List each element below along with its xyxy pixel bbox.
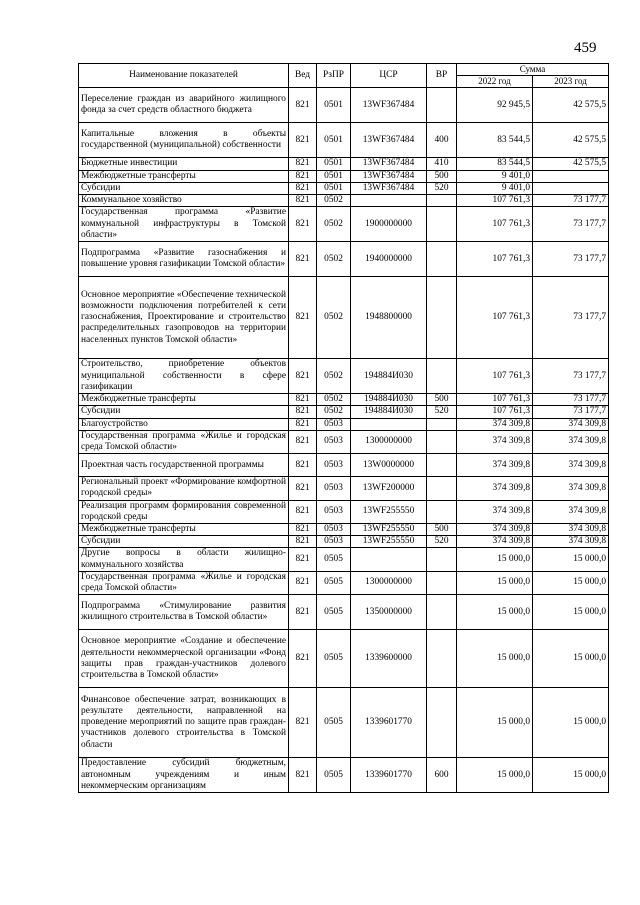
table-row bbox=[79, 430, 609, 453]
row-name: Межбюджетные трансферты bbox=[79, 170, 289, 182]
row-value-2022: 83 544,5 bbox=[457, 123, 533, 158]
table-row bbox=[79, 394, 609, 406]
row-value-2023 bbox=[533, 182, 609, 194]
row-value-2022: 15 000,0 bbox=[457, 571, 533, 594]
row-vr: 520 bbox=[427, 406, 457, 418]
row-vr bbox=[427, 242, 457, 277]
row-rzpr: 0502 bbox=[317, 195, 351, 207]
row-vr: 410 bbox=[427, 158, 457, 170]
row-ved: 821 bbox=[289, 536, 317, 548]
row-ved: 821 bbox=[289, 430, 317, 453]
table-row bbox=[79, 182, 609, 194]
row-name: Основное мероприятие «Обеспечение технической возможности подключения потребителей к сети газоснабжения, Проектирование и строительство распределительных газопроводов на территории населенных пунктов Томской области» bbox=[79, 277, 289, 359]
row-value-2023: 42 575,5 bbox=[533, 123, 609, 158]
row-rzpr: 0502 bbox=[317, 406, 351, 418]
row-rzpr: 0502 bbox=[317, 394, 351, 406]
row-csr: 13WF255550 bbox=[351, 536, 427, 548]
row-csr: 1350000000 bbox=[351, 595, 427, 630]
row-ved: 821 bbox=[289, 394, 317, 406]
row-name: Региональный проект «Формирование комфортной городской среды» bbox=[79, 477, 289, 500]
row-rzpr: 0502 bbox=[317, 277, 351, 359]
row-vr bbox=[427, 418, 457, 430]
table-row bbox=[79, 242, 609, 277]
table-row bbox=[79, 571, 609, 594]
row-ved: 821 bbox=[289, 688, 317, 758]
row-rzpr: 0503 bbox=[317, 524, 351, 536]
row-csr: 194884И030 bbox=[351, 359, 427, 394]
row-rzpr: 0501 bbox=[317, 182, 351, 194]
header-year-2023: 2023 год bbox=[533, 76, 609, 88]
row-value-2023: 374 309,8 bbox=[533, 454, 609, 477]
row-value-2023: 15 000,0 bbox=[533, 548, 609, 571]
row-rzpr: 0503 bbox=[317, 430, 351, 453]
row-name: Финансовое обеспечение затрат, возникающих в результате деятельности, направленной на проведение мероприятий по защите прав граждан-участников долевого строительства в Томской области bbox=[79, 688, 289, 758]
row-csr: 13WF255550 bbox=[351, 524, 427, 536]
row-rzpr: 0505 bbox=[317, 630, 351, 688]
table-row bbox=[79, 359, 609, 394]
row-rzpr: 0505 bbox=[317, 688, 351, 758]
row-vr bbox=[427, 277, 457, 359]
row-rzpr: 0503 bbox=[317, 500, 351, 523]
row-name: Строительство, приобретение объектов муниципальной собственности в сфере газификации bbox=[79, 359, 289, 394]
table-row bbox=[79, 758, 609, 793]
table-body bbox=[79, 88, 609, 793]
row-rzpr: 0501 bbox=[317, 170, 351, 182]
row-vr: 520 bbox=[427, 536, 457, 548]
header-year-2022: 2022 год bbox=[457, 76, 533, 88]
row-value-2022: 15 000,0 bbox=[457, 548, 533, 571]
row-vr: 500 bbox=[427, 394, 457, 406]
row-name: Подпрограмма «Развитие газоснабжения и повышение уровня газификации Томской области» bbox=[79, 242, 289, 277]
row-value-2022: 15 000,0 bbox=[457, 758, 533, 793]
row-csr: 13WF367484 bbox=[351, 182, 427, 194]
table-row bbox=[79, 500, 609, 523]
row-value-2023: 15 000,0 bbox=[533, 571, 609, 594]
row-value-2023: 73 177,7 bbox=[533, 406, 609, 418]
row-rzpr: 0503 bbox=[317, 477, 351, 500]
row-csr: 13WF367484 bbox=[351, 123, 427, 158]
row-value-2022: 92 945,5 bbox=[457, 88, 533, 123]
table-row bbox=[79, 595, 609, 630]
table-row bbox=[79, 630, 609, 688]
row-csr: 1300000000 bbox=[351, 571, 427, 594]
row-ved: 821 bbox=[289, 170, 317, 182]
header-vr: ВР bbox=[427, 64, 457, 88]
row-csr: 1940000000 bbox=[351, 242, 427, 277]
table-row bbox=[79, 477, 609, 500]
header-ved: Вед bbox=[289, 64, 317, 88]
row-value-2023: 73 177,7 bbox=[533, 195, 609, 207]
row-csr: 1339601770 bbox=[351, 688, 427, 758]
row-rzpr: 0505 bbox=[317, 571, 351, 594]
row-name: Межбюджетные трансферты bbox=[79, 524, 289, 536]
table-row bbox=[79, 170, 609, 182]
row-value-2022: 107 761,3 bbox=[457, 207, 533, 242]
row-vr bbox=[427, 88, 457, 123]
row-value-2023: 73 177,7 bbox=[533, 277, 609, 359]
row-csr bbox=[351, 418, 427, 430]
row-ved: 821 bbox=[289, 195, 317, 207]
row-csr: 13W0000000 bbox=[351, 454, 427, 477]
row-vr: 520 bbox=[427, 182, 457, 194]
row-value-2023: 42 575,5 bbox=[533, 158, 609, 170]
row-name: Благоустройство bbox=[79, 418, 289, 430]
row-rzpr: 0505 bbox=[317, 758, 351, 793]
row-name: Основное мероприятие «Создание и обеспечение деятельности некоммерческой организации «Фонд защиты прав граждан-участников долевого строительства в Томской области» bbox=[79, 630, 289, 688]
row-rzpr: 0501 bbox=[317, 88, 351, 123]
row-value-2023: 73 177,7 bbox=[533, 359, 609, 394]
row-value-2023: 374 309,8 bbox=[533, 418, 609, 430]
row-vr bbox=[427, 207, 457, 242]
table-row bbox=[79, 406, 609, 418]
row-vr: 500 bbox=[427, 170, 457, 182]
row-ved: 821 bbox=[289, 524, 317, 536]
row-value-2022: 15 000,0 bbox=[457, 630, 533, 688]
row-csr: 1339601770 bbox=[351, 758, 427, 793]
row-name: Государственная программа «Развитие коммунальной инфраструктуры в Томской области» bbox=[79, 207, 289, 242]
row-vr bbox=[427, 195, 457, 207]
row-rzpr: 0503 bbox=[317, 536, 351, 548]
row-value-2023: 374 309,8 bbox=[533, 500, 609, 523]
row-value-2022: 374 309,8 bbox=[457, 454, 533, 477]
row-csr: 13WF255550 bbox=[351, 500, 427, 523]
table-row bbox=[79, 454, 609, 477]
row-value-2022: 107 761,3 bbox=[457, 394, 533, 406]
table-row bbox=[79, 207, 609, 242]
row-ved: 821 bbox=[289, 277, 317, 359]
row-value-2023: 73 177,7 bbox=[533, 207, 609, 242]
row-value-2022: 15 000,0 bbox=[457, 688, 533, 758]
row-ved: 821 bbox=[289, 571, 317, 594]
row-ved: 821 bbox=[289, 182, 317, 194]
row-csr: 194884И030 bbox=[351, 394, 427, 406]
row-value-2023: 374 309,8 bbox=[533, 430, 609, 453]
row-ved: 821 bbox=[289, 454, 317, 477]
row-name: Бюджетные инвестиции bbox=[79, 158, 289, 170]
row-csr bbox=[351, 195, 427, 207]
row-name: Субсидии bbox=[79, 182, 289, 194]
row-value-2022: 15 000,0 bbox=[457, 595, 533, 630]
table-row bbox=[79, 548, 609, 571]
row-vr bbox=[427, 359, 457, 394]
row-csr: 13WF367484 bbox=[351, 158, 427, 170]
row-ved: 821 bbox=[289, 123, 317, 158]
row-vr bbox=[427, 548, 457, 571]
row-vr: 400 bbox=[427, 123, 457, 158]
row-rzpr: 0503 bbox=[317, 454, 351, 477]
header-name: Наименование показателей bbox=[79, 64, 289, 88]
row-ved: 821 bbox=[289, 630, 317, 688]
table-row bbox=[79, 688, 609, 758]
row-name: Реализация программ формирования современной городской среды bbox=[79, 500, 289, 523]
row-rzpr: 0503 bbox=[317, 418, 351, 430]
row-value-2023: 73 177,7 bbox=[533, 394, 609, 406]
row-value-2022: 374 309,8 bbox=[457, 536, 533, 548]
row-csr: 1339600000 bbox=[351, 630, 427, 688]
row-name: Субсидии bbox=[79, 406, 289, 418]
row-vr bbox=[427, 477, 457, 500]
row-value-2023: 73 177,7 bbox=[533, 242, 609, 277]
row-ved: 821 bbox=[289, 207, 317, 242]
row-vr bbox=[427, 595, 457, 630]
row-value-2023: 374 309,8 bbox=[533, 477, 609, 500]
row-ved: 821 bbox=[289, 477, 317, 500]
header-rzpr: РзПР bbox=[317, 64, 351, 88]
row-ved: 821 bbox=[289, 88, 317, 123]
row-value-2022: 107 761,3 bbox=[457, 195, 533, 207]
row-value-2022: 374 309,8 bbox=[457, 418, 533, 430]
row-value-2022: 107 761,3 bbox=[457, 242, 533, 277]
row-vr bbox=[427, 630, 457, 688]
row-csr: 1948800000 bbox=[351, 277, 427, 359]
row-name: Предоставление субсидий бюджетным, автономным учреждениям и иным некоммерческим организациям bbox=[79, 758, 289, 793]
row-vr bbox=[427, 571, 457, 594]
row-value-2023: 15 000,0 bbox=[533, 630, 609, 688]
row-value-2022: 374 309,8 bbox=[457, 477, 533, 500]
row-value-2023: 15 000,0 bbox=[533, 758, 609, 793]
row-name: Капитальные вложения в объекты государственной (муниципальной) собственности bbox=[79, 123, 289, 158]
row-value-2023: 374 309,8 bbox=[533, 524, 609, 536]
table-row bbox=[79, 123, 609, 158]
row-value-2023: 374 309,8 bbox=[533, 536, 609, 548]
row-ved: 821 bbox=[289, 595, 317, 630]
row-rzpr: 0502 bbox=[317, 242, 351, 277]
table-row bbox=[79, 88, 609, 123]
row-name: Государственная программа «Жилье и городская среда Томской области» bbox=[79, 430, 289, 453]
row-ved: 821 bbox=[289, 548, 317, 571]
row-csr bbox=[351, 548, 427, 571]
row-value-2022: 107 761,3 bbox=[457, 277, 533, 359]
row-rzpr: 0502 bbox=[317, 207, 351, 242]
row-ved: 821 bbox=[289, 418, 317, 430]
table-row bbox=[79, 524, 609, 536]
row-value-2023: 15 000,0 bbox=[533, 688, 609, 758]
row-value-2022: 107 761,3 bbox=[457, 359, 533, 394]
row-name: Субсидии bbox=[79, 536, 289, 548]
row-csr: 1900000000 bbox=[351, 207, 427, 242]
row-ved: 821 bbox=[289, 758, 317, 793]
row-name: Межбюджетные трансферты bbox=[79, 394, 289, 406]
row-value-2023: 42 575,5 bbox=[533, 88, 609, 123]
row-rzpr: 0505 bbox=[317, 595, 351, 630]
row-rzpr: 0501 bbox=[317, 158, 351, 170]
row-csr: 13WF367484 bbox=[351, 88, 427, 123]
row-csr: 1300000000 bbox=[351, 430, 427, 453]
row-vr bbox=[427, 430, 457, 453]
row-name: Государственная программа «Жилье и городская среда Томской области» bbox=[79, 571, 289, 594]
row-ved: 821 bbox=[289, 242, 317, 277]
row-csr: 194884И030 bbox=[351, 406, 427, 418]
row-vr: 500 bbox=[427, 524, 457, 536]
row-rzpr: 0505 bbox=[317, 548, 351, 571]
row-value-2022: 83 544,5 bbox=[457, 158, 533, 170]
row-value-2022: 107 761,3 bbox=[457, 406, 533, 418]
page-number: 459 bbox=[574, 40, 597, 56]
row-ved: 821 bbox=[289, 158, 317, 170]
row-name: Проектная часть государственной программы bbox=[79, 454, 289, 477]
row-value-2022: 9 401,0 bbox=[457, 182, 533, 194]
table-row bbox=[79, 158, 609, 170]
row-value-2022: 374 309,8 bbox=[457, 500, 533, 523]
row-value-2022: 9 401,0 bbox=[457, 170, 533, 182]
row-vr bbox=[427, 500, 457, 523]
row-rzpr: 0502 bbox=[317, 359, 351, 394]
row-value-2022: 374 309,8 bbox=[457, 524, 533, 536]
row-csr: 13WF200000 bbox=[351, 477, 427, 500]
header-csr: ЦСР bbox=[351, 64, 427, 88]
row-value-2023 bbox=[533, 170, 609, 182]
row-value-2022: 374 309,8 bbox=[457, 430, 533, 453]
row-vr bbox=[427, 688, 457, 758]
table-row bbox=[79, 418, 609, 430]
row-name: Подпрограмма «Стимулирование развития жилищного строительства в Томской области» bbox=[79, 595, 289, 630]
row-rzpr: 0501 bbox=[317, 123, 351, 158]
row-name: Другие вопросы в области жилищно-коммунального хозяйства bbox=[79, 548, 289, 571]
table-row bbox=[79, 277, 609, 359]
table-row bbox=[79, 195, 609, 207]
row-ved: 821 bbox=[289, 500, 317, 523]
row-name: Переселение граждан из аварийного жилищного фонда за счет средств областного бюджета bbox=[79, 88, 289, 123]
header-sum: Сумма bbox=[457, 64, 609, 76]
row-vr: 600 bbox=[427, 758, 457, 793]
table-row bbox=[79, 536, 609, 548]
row-name: Коммунальное хозяйство bbox=[79, 195, 289, 207]
row-ved: 821 bbox=[289, 359, 317, 394]
row-ved: 821 bbox=[289, 406, 317, 418]
row-vr bbox=[427, 454, 457, 477]
row-csr: 13WF367484 bbox=[351, 170, 427, 182]
row-value-2023: 15 000,0 bbox=[533, 595, 609, 630]
budget-table bbox=[78, 63, 609, 793]
